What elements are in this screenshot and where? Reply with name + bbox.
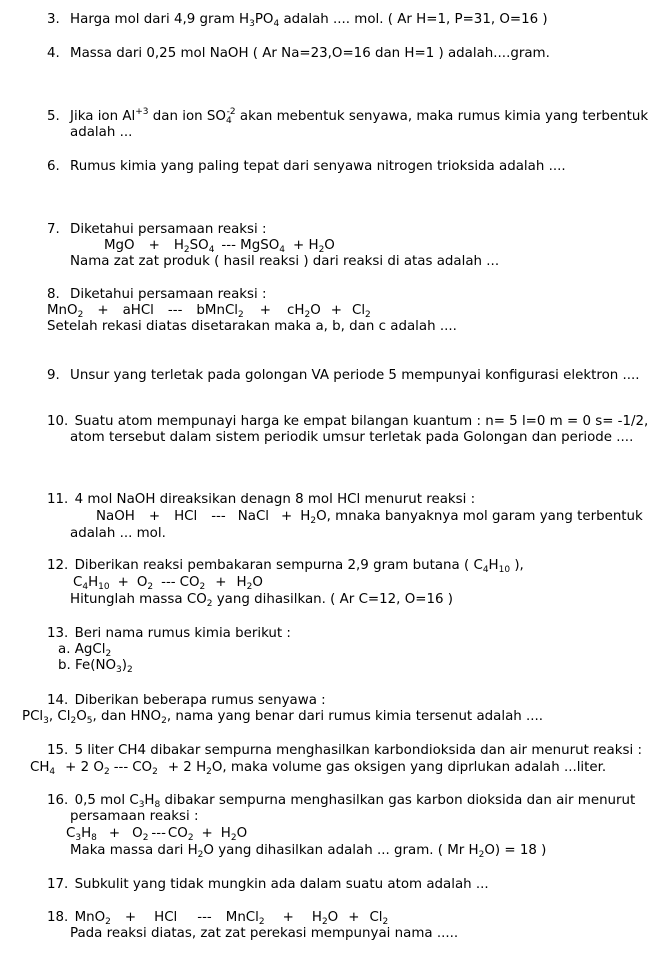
question-11 xyxy=(47,491,475,508)
question-text: Suatu atom mempunayi harga ke empat bilangan kuantum : n= 5 l=0 m = 0 s= -1/2, xyxy=(74,414,649,429)
question-14 xyxy=(47,692,326,709)
question-text: Diberikan reaksi pembakaran sempurna 2,9 gram butana ( $C_4H_{10}$ ), xyxy=(74,558,524,575)
question-text: Diketahui persamaan reaksi : xyxy=(70,222,267,237)
question-5 xyxy=(47,108,648,125)
option-a: a. AgCl$_2$ xyxy=(58,642,112,659)
question-9 xyxy=(47,367,640,384)
question-number: 10. xyxy=(47,414,69,429)
question-text: Rumus kimia yang paling tepat dari senyawa nitrogen trioksida adalah .... xyxy=(70,159,566,174)
question-text-cont: Pada reaksi diatas, zat zat perekasi mempunyai nama ..... xyxy=(70,926,459,941)
reaction-equation: $C_4H_{10} + O_2$ --- $CO_2 + H_2O$ xyxy=(73,575,263,592)
question-number: 18. xyxy=(47,910,69,925)
question-number: 8. xyxy=(47,287,60,302)
question-text-cont: adalah ... mol. xyxy=(70,526,166,541)
question-number: 9. xyxy=(47,368,60,383)
reaction-equation: NaOH + HCl --- NaCl + $H_2O$, mnaka banyaknya mol garam yang terbentuk xyxy=(96,509,643,526)
question-text-cont: Hitunglah massa $CO_2$ yang dihasilkan. ( Ar C=12, O=16 ) xyxy=(70,592,453,609)
question-18 xyxy=(47,909,388,926)
question-text: Diketahui persamaan reaksi : xyxy=(70,287,267,302)
question-text-cont: Setelah rekasi diatas disetarakan maka a, b, dan c adalah .... xyxy=(47,319,457,334)
question-number: 15. xyxy=(47,743,69,758)
question-8 xyxy=(47,286,267,303)
question-7 xyxy=(47,221,267,238)
question-text: 4 mol NaOH direaksikan denagn 8 mol HCl menurut reaksi : xyxy=(74,492,476,507)
question-4 xyxy=(47,45,550,62)
reaction-equation: MnO$_2$ + HCl --- MnCl$_2$ + $H_2O + Cl_2$ xyxy=(74,910,389,927)
question-text: 5 liter CH4 dibakar sempurna menghasilkan karbondioksida dan air menurut reaksi : xyxy=(74,743,642,758)
question-text-cont: Maka massa dari $H_2O$ yang dihasilkan adalah ... gram. ( Mr $H_2O) = 18$ ) xyxy=(70,843,547,860)
question-13 xyxy=(47,625,291,642)
question-6 xyxy=(47,158,566,175)
reaction-equation: MnO$_2$ + aHCl --- bMnCl$_2$ + $cH_2O + Cl_2$ xyxy=(47,303,371,320)
question-12 xyxy=(47,557,524,574)
question-text-cont: atom tersebut dalam sistem periodik umsur terletak pada Golongan dan periode .... xyxy=(70,430,634,445)
question-15 xyxy=(47,742,642,759)
question-number: 5. xyxy=(47,109,60,124)
question-text: Massa dari 0,25 mol NaOH ( Ar Na=23,O=16 dan H=1 ) adalah....gram. xyxy=(70,46,550,61)
question-text: 0,5 mol $C_3H_8$ dibakar sempurna menghasilkan gas karbon dioksida dan air menurut xyxy=(74,793,636,810)
reaction-equation: $C_3H_8 + O_2$ --- $CO_2 + H_2O$ xyxy=(66,826,248,843)
reaction-equation: MgO + $H_2SO_4$ --- MgSO$_4$ + $H_2O$ xyxy=(104,238,335,255)
question-text: Harga mol dari 4,9 gram $H_3PO_4$ adalah .... mol. ( Ar H=1, P=31, O=16 ) xyxy=(70,12,548,29)
reaction-equation: $CH_4 + 2$ $O_2$ --- $CO_2 + 2$ $H_2O$, maka volume gas oksigen yang diprlukan adalah ...liter. xyxy=(30,760,607,777)
question-number: 14. xyxy=(47,693,69,708)
question-3 xyxy=(47,11,548,28)
question-text: Subkulit yang tidak mungkin ada dalam suatu atom adalah ... xyxy=(74,877,489,892)
question-16 xyxy=(47,792,635,809)
question-text: Jika ion $Al^{+3}$ dan ion $SO_4^{-2}$ akan mebentuk senyawa, maka rumus kimia yang terbentuk xyxy=(70,107,649,126)
question-number: 7. xyxy=(47,222,60,237)
question-number: 6. xyxy=(47,159,60,174)
question-text: Diberikan beberapa rumus senyawa : xyxy=(74,693,326,708)
question-number: 3. xyxy=(47,12,60,27)
question-number: 17. xyxy=(47,877,69,892)
question-text-cont: Nama zat zat produk ( hasil reaksi ) dari reaksi di atas adalah ... xyxy=(70,254,500,269)
question-number: 4. xyxy=(47,46,60,61)
question-number: 13. xyxy=(47,626,69,641)
question-number: 12. xyxy=(47,558,69,573)
question-text-cont: adalah ... xyxy=(70,125,133,140)
question-17 xyxy=(47,876,489,893)
question-text: Beri nama rumus kimia berikut : xyxy=(74,626,291,641)
question-10 xyxy=(47,413,648,430)
question-number: 11. xyxy=(47,492,69,507)
question-text: Unsur yang terletak pada golongan VA periode 5 mempunyai konfigurasi elektron .... xyxy=(70,368,640,383)
question-text-cont: persamaan reaksi : xyxy=(70,809,199,824)
question-text-cont: PCl$_3$, $Cl_2O_5$, dan $HNO_2$, nama yang benar dari rumus kimia tersenut adalah .... xyxy=(22,709,544,726)
question-number: 16. xyxy=(47,793,69,808)
option-b: b. $Fe(NO_3)_2$ xyxy=(58,658,133,675)
